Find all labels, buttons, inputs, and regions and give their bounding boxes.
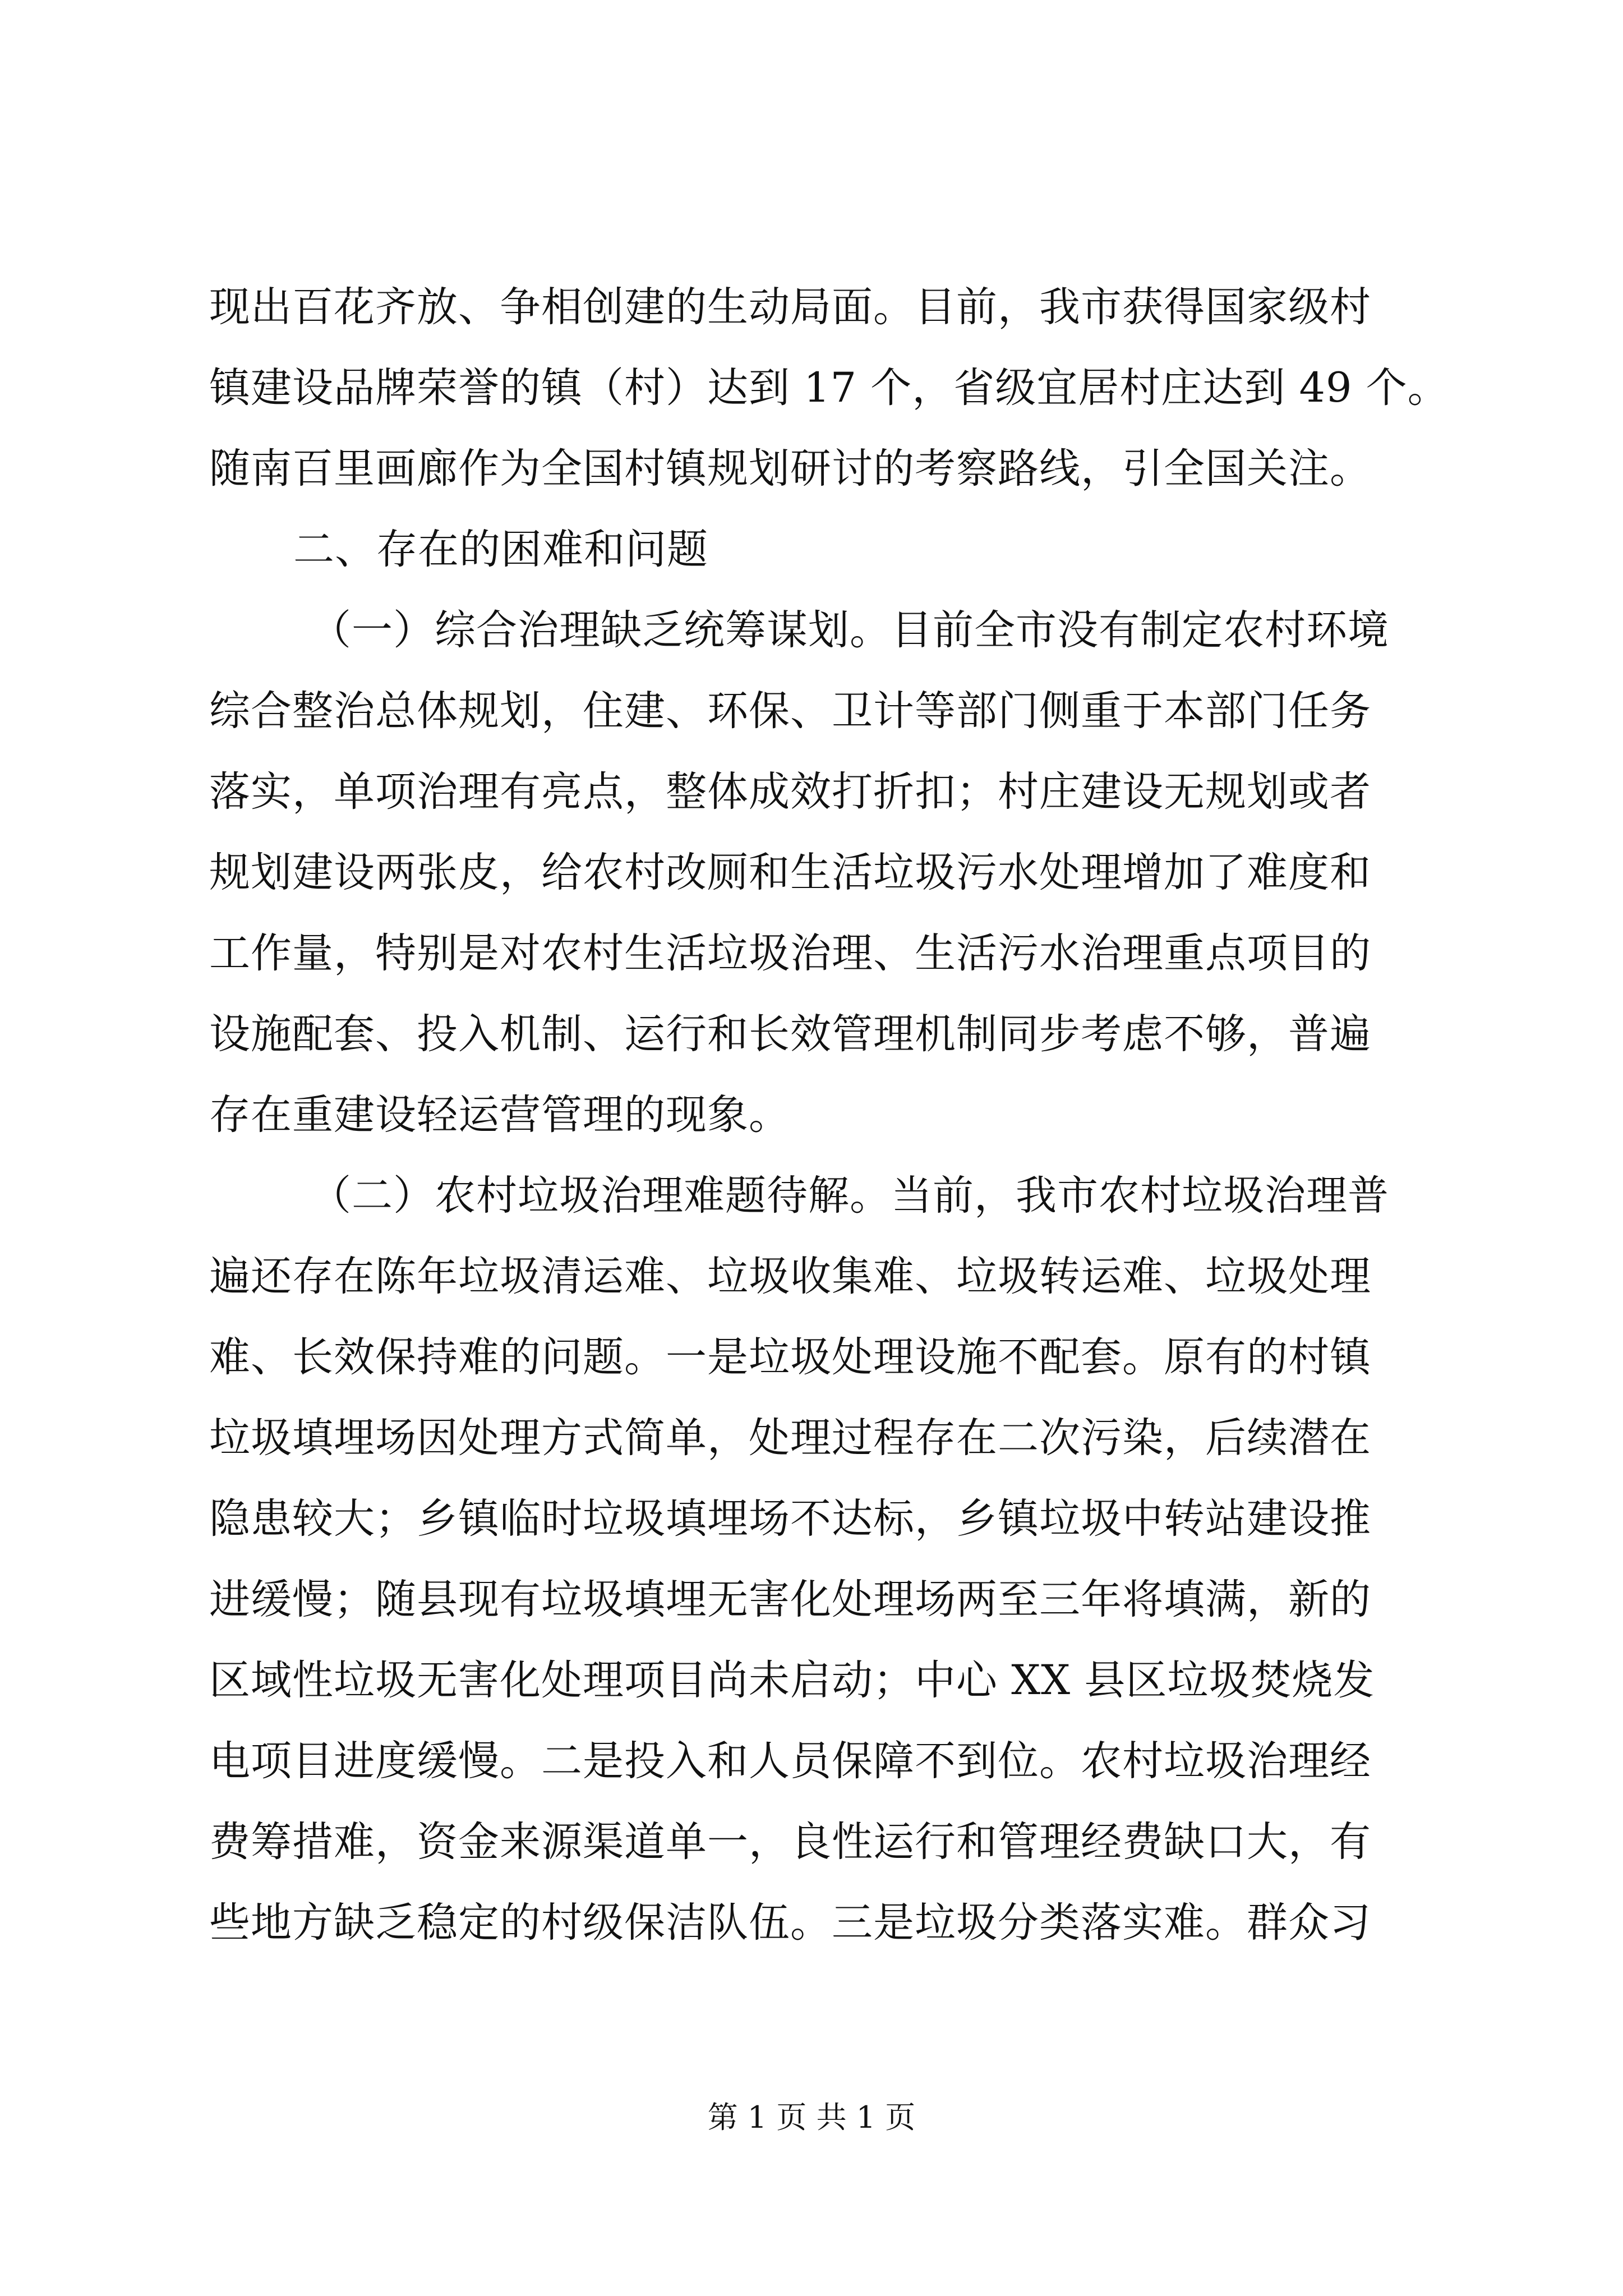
page-footer: 第 1 页 共 1 页 bbox=[707, 2100, 916, 2135]
text-line: 区域性垃圾无害化处理项目尚未启动；中心 XX 县区垃圾焚烧发 bbox=[209, 1657, 1375, 1704]
text-line: 工作量，特别是对农村生活垃圾治理、生活污水治理重点项目的 bbox=[209, 930, 1371, 977]
text-line: 遍还存在陈年垃圾清运难、垃圾收集难、垃圾转运难、垃圾处理 bbox=[209, 1253, 1371, 1300]
text-line: 些地方缺乏稳定的村级保洁队伍。三是垃圾分类落实难。群众习 bbox=[209, 1899, 1371, 1947]
text-line: 随南百里画廊作为全国村镇规划研讨的考察路线，引全国关注。 bbox=[209, 445, 1371, 493]
text-line: 垃圾填埋场因处理方式简单，处理过程存在二次污染，后续潜在 bbox=[209, 1414, 1371, 1462]
text-line: 规划建设两张皮，给农村改厕和生活垃圾污水处理增加了难度和 bbox=[209, 849, 1371, 896]
text-line: 进缓慢；随县现有垃圾填埋无害化处理场两至三年将填满，新的 bbox=[209, 1576, 1371, 1623]
text-line: 现出百花齐放、争相创建的生动局面。目前，我市获得国家级村 bbox=[209, 283, 1371, 331]
paragraph-first-line: （一）综合治理缺乏统筹谋划。目前全市没有制定农村环境 bbox=[310, 606, 1389, 654]
text-line: 设施配套、投入机制、运行和长效管理机制同步考虑不够，普遍 bbox=[209, 1010, 1371, 1058]
text-line: 存在重建设轻运营管理的现象。 bbox=[209, 1091, 790, 1139]
text-line: 费筹措难，资金来源渠道单一，良性运行和管理经费缺口大，有 bbox=[209, 1818, 1371, 1866]
text-line: 综合整治总体规划，住建、环保、卫计等部门侧重于本部门任务 bbox=[209, 687, 1371, 735]
paragraph-first-line: （二）农村垃圾治理难题待解。当前，我市农村垃圾治理普 bbox=[310, 1172, 1389, 1220]
text-line: 隐患较大；乡镇临时垃圾填埋场不达标，乡镇垃圾中转站建设推 bbox=[209, 1495, 1371, 1543]
text-line: 落实，单项治理有亮点，整体成效打折扣；村庄建设无规划或者 bbox=[209, 768, 1371, 816]
text-line: 镇建设品牌荣誉的镇（村）达到 17 个，省级宜居村庄达到 49 个。 bbox=[209, 364, 1449, 412]
text-line: 难、长效保持难的问题。一是垃圾处理设施不配套。原有的村镇 bbox=[209, 1333, 1371, 1381]
document-body bbox=[209, 267, 1449, 1963]
section-heading: 二、存在的困难和问题 bbox=[293, 526, 708, 573]
text-line: 电项目进度缓慢。二是投入和人员保障不到位。农村垃圾治理经 bbox=[209, 1737, 1371, 1785]
